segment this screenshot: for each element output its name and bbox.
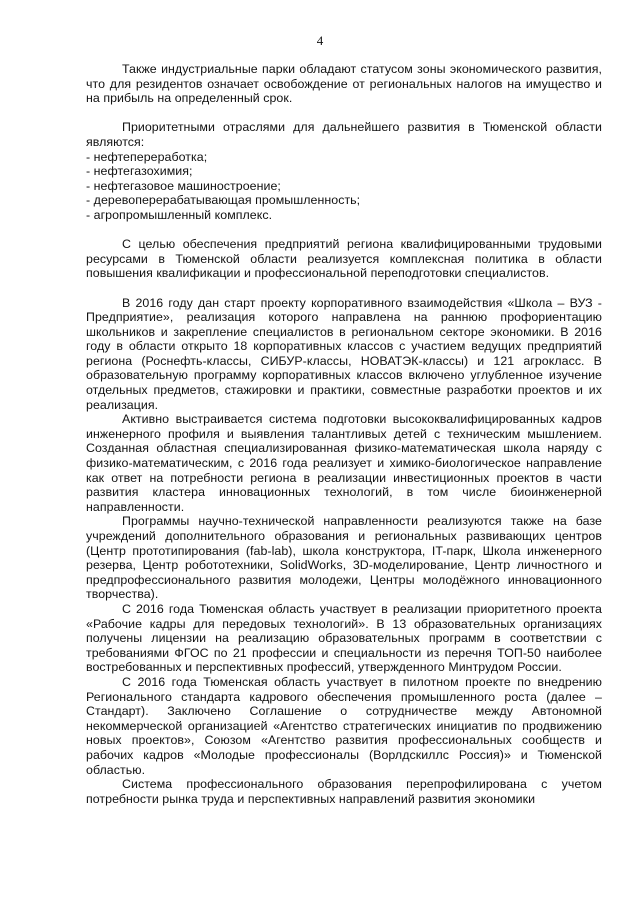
document-body xyxy=(86,62,602,806)
list-item: - нефтегазовое машиностроение; xyxy=(86,178,281,193)
paragraph-vocational-education: Система профессионального образования перепрофилирована с учетом потребности рынка труда и перспективных направлений развития экономики xyxy=(86,777,602,806)
paragraph-workforce-project: С 2016 года Тюменская область участвует в реализации приоритетного проекта «Рабочие кадры для передовых технологий». В 13 образовательных организациях получены лицензии на реализацию образовательных программ в соответствии с требованиями ФГОС по 21 профессии и специальности из перечня ТОП-50 наиболее востребованных и перспективных профессий, утвержденного Минтрудом России. xyxy=(86,601,602,675)
paragraph-qualified-workforce: С целью обеспечения предприятий региона квалифицированными трудовыми ресурсами в Тюменской области реализуется комплексная политика в области повышения квалификации и профессиональной переподготовки специалистов. xyxy=(86,237,602,281)
page-number: 4 xyxy=(316,33,324,48)
paragraph-school-university-enterprise: В 2016 году дан старт проекту корпоративного взаимодействия «Школа – ВУЗ - Предприятие», реализация которого направлена на раннюю профориентацию школьников и закрепление специалистов в региональном секторе экономики. В 2016 году в области открыто 18 корпоративных классов с участием ведущих предприятий региона (Роснефть-классы, СИБУР-классы, НОВАТЭК-классы) и 121 агрокласс. В образовательную программу корпоративных классов включено углубленное изучение отдельных предметов, стажировки и практики, совместные разработки проектов и их реализация. xyxy=(86,295,602,412)
paragraph-priority-sectors: Приоритетными отраслями для дальнейшего развития в Тюменской области являются: xyxy=(86,120,602,149)
paragraph-industrial-parks: Также индустриальные парки обладают статусом зоны экономического развития, что для резидентов означает освобождение от региональных налогов на имущество и на прибыль на определенный срок. xyxy=(86,62,602,106)
list-item: - нефтепереработка; xyxy=(86,149,208,164)
priority-sectors-list xyxy=(86,150,602,223)
list-item: - агропромышленный комплекс. xyxy=(86,207,273,222)
paragraph-scientific-technical-programs: Программы научно-технической направленности реализуются также на базе учреждений дополнительного образования и региональных развивающих центров (Центр прототипирования (fab-lab), школа конструктора, IT-парк, Школа инженерного резерва, Центр робототехники, SolidWorks, 3D-моделирование, Центр личностного и предпрофессионального развития молодежи, Центры молодёжного инновационного творчества). xyxy=(86,514,602,602)
paragraph-regional-standard: С 2016 года Тюменская область участвует в пилотном проекте по внедрению Регионального стандарта кадрового обеспечения промышленного роста (далее – Стандарт). Заключено Соглашение о сотрудничестве между Автономной некоммерческой организацией «Агентство стратегических инициатив по продвижению новых проектов», Союзом «Агентство развития профессиональных сообществ и рабочих кадров «Молодые профессионалы (Ворлдскиллс Россия)» и Тюменской областью. xyxy=(86,674,602,777)
list-item: - деревоперерабатывающая промышленность; xyxy=(86,193,361,208)
list-item: - нефтегазохимия; xyxy=(86,164,193,179)
paragraph-engineering-training: Активно выстраивается система подготовки высококвалифицированных кадров инженерного профиля и выявления талантливых детей с техническим мышлением. Созданная областная специализированная физико-математическая школа наряду с физико-математическим, с 2016 года реализует и химико-биологическое направление как ответ на потребности региона в реализации инвестиционных проектов в части развития кластера инновационных технологий, в том числе биоинженерной направленности. xyxy=(86,412,602,514)
